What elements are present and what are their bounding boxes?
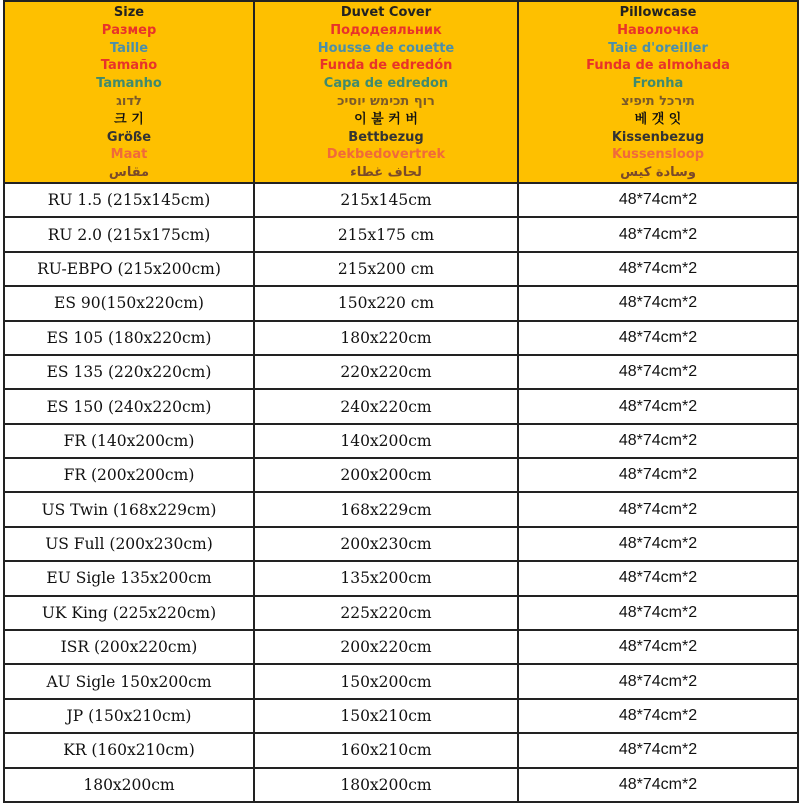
duvet-cover-cell: 215x175 cm xyxy=(254,217,518,251)
table-row xyxy=(4,768,798,802)
table-row xyxy=(4,561,798,595)
header-duvet-label: Housse de couette xyxy=(317,40,455,56)
table-row xyxy=(4,699,798,733)
header-duvet-label: Funda de edredón xyxy=(319,58,453,74)
table-body xyxy=(4,183,798,802)
size-cell: RU 1.5 (215x145cm) xyxy=(4,183,254,217)
size-cell: FR (200x200cm) xyxy=(4,458,254,492)
pillowcase-cell: 48*74cm*2 xyxy=(518,664,798,698)
duvet-cover-cell: 150x220 cm xyxy=(254,286,518,320)
duvet-cover-cell: 160x210cm xyxy=(254,733,518,767)
size-cell: AU Sigle 150x200cm xyxy=(4,664,254,698)
header-size-label: Taille xyxy=(109,40,149,56)
size-cell: RU 2.0 (215x175cm) xyxy=(4,217,254,251)
size-table xyxy=(3,0,799,803)
pillowcase-cell: 48*74cm*2 xyxy=(518,321,798,355)
header-duvet-cover xyxy=(254,1,518,183)
pillowcase-cell: 48*74cm*2 xyxy=(518,217,798,251)
size-cell: FR (140x200cm) xyxy=(4,424,254,458)
pillowcase-cell: 48*74cm*2 xyxy=(518,389,798,423)
header-duvet-label: 이 불 커 버 xyxy=(354,111,418,127)
pillowcase-cell: 48*74cm*2 xyxy=(518,183,798,217)
table-row xyxy=(4,286,798,320)
header-pillow-label: Funda de almohada xyxy=(586,58,730,74)
header-duvet-label: لحاف غطاء xyxy=(350,165,422,181)
size-cell: ES 150 (240x220cm) xyxy=(4,389,254,423)
size-cell: 180x200cm xyxy=(4,768,254,802)
size-cell: EU Sigle 135x200cm xyxy=(4,561,254,595)
pillowcase-cell: 48*74cm*2 xyxy=(518,527,798,561)
size-chart xyxy=(3,0,797,797)
pillowcase-cell: 48*74cm*2 xyxy=(518,630,798,664)
pillowcase-cell: 48*74cm*2 xyxy=(518,458,798,492)
table-row xyxy=(4,217,798,251)
pillowcase-cell: 48*74cm*2 xyxy=(518,596,798,630)
header-size-label: Tamanho xyxy=(96,76,162,92)
duvet-cover-cell: 180x220cm xyxy=(254,321,518,355)
size-cell: ES 90(150x220cm) xyxy=(4,286,254,320)
header-pillow-label: Kussensloop xyxy=(611,147,704,163)
header-size-label: לדוג xyxy=(116,93,142,109)
pillowcase-cell: 48*74cm*2 xyxy=(518,733,798,767)
pillowcase-cell: 48*74cm*2 xyxy=(518,286,798,320)
size-cell: RU-EBPO (215x200cm) xyxy=(4,252,254,286)
duvet-cover-cell: 180x200cm xyxy=(254,768,518,802)
duvet-cover-cell: 200x200cm xyxy=(254,458,518,492)
header-pillow-label: Taie d'oreiller xyxy=(608,40,708,56)
table-row xyxy=(4,355,798,389)
header-pillow-label: תירכל תיפיצ xyxy=(621,93,695,109)
size-cell: UK King (225x220cm) xyxy=(4,596,254,630)
pillowcase-cell: 48*74cm*2 xyxy=(518,561,798,595)
size-cell: ES 105 (180x220cm) xyxy=(4,321,254,355)
size-cell: JP (150x210cm) xyxy=(4,699,254,733)
duvet-cover-cell: 150x210cm xyxy=(254,699,518,733)
duvet-cover-cell: 240x220cm xyxy=(254,389,518,423)
pillowcase-cell: 48*74cm*2 xyxy=(518,492,798,526)
header-size-label: Größe xyxy=(106,129,152,145)
table-row xyxy=(4,733,798,767)
header-size-label: مقاس xyxy=(108,165,150,181)
size-cell: US Full (200x230cm) xyxy=(4,527,254,561)
table-row xyxy=(4,492,798,526)
header-pillow-label: Fronha xyxy=(632,76,684,92)
table-row xyxy=(4,630,798,664)
pillowcase-cell: 48*74cm*2 xyxy=(518,768,798,802)
header-duvet-label: Duvet Cover xyxy=(340,5,432,20)
header-size-label: Tamaño xyxy=(100,58,158,74)
header-pillow-label: وسادة كيس xyxy=(620,165,696,181)
duvet-cover-cell: 168x229cm xyxy=(254,492,518,526)
header-duvet-label: Dekbedovertrek xyxy=(326,147,446,163)
header-pillow-label: Pillowcase xyxy=(619,5,697,20)
header-pillowcase xyxy=(518,1,798,183)
header-size-label: Maat xyxy=(110,147,148,163)
duvet-cover-cell: 140x200cm xyxy=(254,424,518,458)
table-row xyxy=(4,527,798,561)
header-size-label: Size xyxy=(113,5,145,20)
header-pillow-label: Kissenbezug xyxy=(611,129,705,145)
duvet-cover-cell: 220x220cm xyxy=(254,355,518,389)
header-pillow-label: Наволочка xyxy=(617,22,699,38)
duvet-cover-cell: 225x220cm xyxy=(254,596,518,630)
table-row xyxy=(4,321,798,355)
header-duvet-label: Capa de edredon xyxy=(323,76,449,92)
table-row xyxy=(4,664,798,698)
header-duvet-label: Пододеяльник xyxy=(330,22,442,38)
table-row xyxy=(4,389,798,423)
table-row xyxy=(4,183,798,217)
table-row xyxy=(4,458,798,492)
pillowcase-cell: 48*74cm*2 xyxy=(518,424,798,458)
header-size-label: 크 기 xyxy=(114,111,144,127)
header-size-label: Размер xyxy=(101,22,157,38)
header-duvet-label: Bettbezug xyxy=(348,129,424,145)
duvet-cover-cell: 150x200cm xyxy=(254,664,518,698)
duvet-cover-cell: 135x200cm xyxy=(254,561,518,595)
size-cell: KR (160x210cm) xyxy=(4,733,254,767)
table-row xyxy=(4,424,798,458)
header-size xyxy=(4,1,254,183)
duvet-cover-cell: 200x230cm xyxy=(254,527,518,561)
header-pillow-label: 베 갯 잇 xyxy=(634,111,682,127)
pillowcase-cell: 48*74cm*2 xyxy=(518,252,798,286)
table-row xyxy=(4,252,798,286)
size-cell: US Twin (168x229cm) xyxy=(4,492,254,526)
table-row xyxy=(4,596,798,630)
duvet-cover-cell: 215x145cm xyxy=(254,183,518,217)
duvet-cover-cell: 215x200 cm xyxy=(254,252,518,286)
duvet-cover-cell: 200x220cm xyxy=(254,630,518,664)
size-cell: ES 135 (220x220cm) xyxy=(4,355,254,389)
pillowcase-cell: 48*74cm*2 xyxy=(518,699,798,733)
header-row xyxy=(4,1,798,183)
size-cell: ISR (200x220cm) xyxy=(4,630,254,664)
header-duvet-label: רוף תכימש יוסיכ xyxy=(337,93,435,109)
pillowcase-cell: 48*74cm*2 xyxy=(518,355,798,389)
